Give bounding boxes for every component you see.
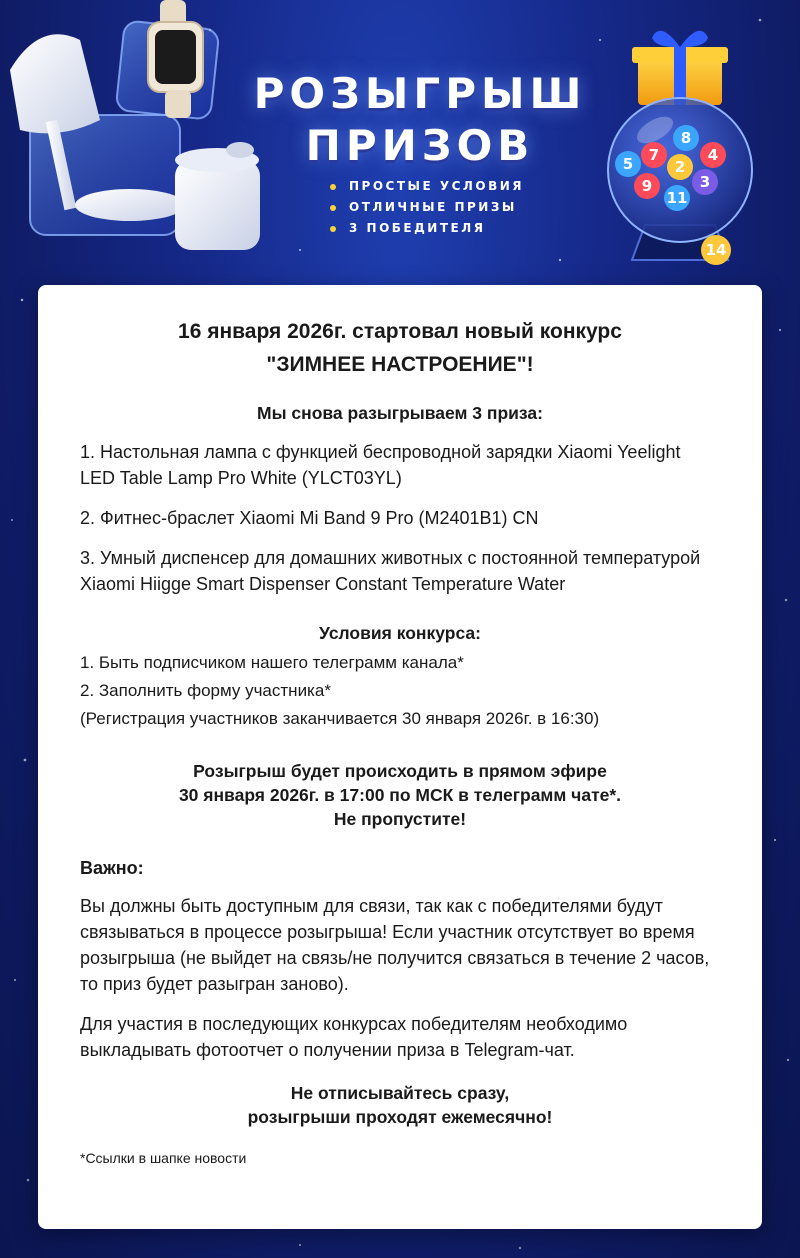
- report-text: Для участия в последующих конкурсах победителям необходимо выкладывать фотоотчет о получении приза в Telegram-чат.: [80, 1014, 628, 1060]
- bullet-dot-icon: [330, 184, 336, 190]
- feature-bullet: ПРОСТЫЕ УСЛОВИЯ: [330, 176, 524, 197]
- lottery-machine-illustration: [600, 0, 770, 285]
- monthly-note: Не отписывайтесь сразу, розыгрыши проходят ежемесячно!: [247, 1083, 553, 1127]
- ball-label: 7: [648, 146, 660, 164]
- feature-bullets: [330, 176, 524, 239]
- feature-bullet: ОТЛИЧНЫЕ ПРИЗЫ: [330, 197, 524, 218]
- ball-label: 11: [666, 189, 688, 207]
- ball-label: 14: [705, 241, 727, 259]
- prize-item: 3. Умный диспенсер для домашних животных с постоянной температурой Xiaomi Hiigge Smart Dispenser Constant Temperature Water: [80, 548, 701, 594]
- ball-label: 9: [641, 177, 653, 195]
- ball-label: 2: [674, 158, 686, 176]
- header-banner: [0, 0, 800, 285]
- condition-note: (Регистрация участников заканчивается 30 января 2026г. в 16:30): [80, 709, 600, 728]
- important-heading: Важно:: [80, 858, 144, 878]
- footnote: *Ссылки в шапке новости: [80, 1150, 247, 1166]
- feature-bullet: 3 ПОБЕДИТЕЛЯ: [330, 218, 524, 239]
- condition-item: 1. Быть подписчиком нашего телеграмм канала*: [80, 653, 464, 672]
- headline-line-2: "ЗИМНЕЕ НАСТРОЕНИЕ"!: [266, 353, 534, 376]
- ball-label: 8: [680, 129, 692, 147]
- ball-label: 5: [622, 155, 634, 173]
- bullet-dot-icon: [330, 205, 336, 211]
- page-title: [230, 68, 610, 172]
- ball-label: 4: [707, 146, 719, 164]
- headline-line-1: 16 января 2026г. стартовал новый конкурс: [178, 320, 622, 343]
- title-line-2: ПРИЗОВ: [305, 121, 535, 170]
- bullet-dot-icon: [330, 226, 336, 232]
- contest-card: [38, 285, 762, 1229]
- condition-item: 2. Заполнить форму участника*: [80, 681, 331, 700]
- conditions-heading: Условия конкурса:: [319, 623, 481, 643]
- important-text: Вы должны быть доступным для связи, так как с победителями будут связываться в процессе розыгрыша! Если участник отсутствует во время розыгрыша (не выйдет на связь/не получится связаться в течение 2 часов, то приз будет разыгран заново).: [80, 896, 710, 994]
- prize-item: 1. Настольная лампа с функцией беспроводной зарядки Xiaomi Yeelight LED Table Lamp Pro White (YLCT03YL): [80, 442, 681, 488]
- gift-box-icon: [632, 31, 728, 105]
- title-line-1: РОЗЫГРЫШ: [253, 69, 587, 118]
- live-announcement: Розыгрыш будет происходить в прямом эфире 30 января 2026г. в 17:00 по МСК в телеграмм чате*. Не пропустите!: [178, 761, 622, 829]
- headline: [80, 315, 720, 381]
- prize-item: 2. Фитнес-браслет Xiaomi Mi Band 9 Pro (M2401B1) CN: [80, 508, 539, 528]
- prizes-heading: Мы снова разыгрываем 3 приза:: [257, 403, 543, 423]
- ball-label: 3: [699, 173, 711, 191]
